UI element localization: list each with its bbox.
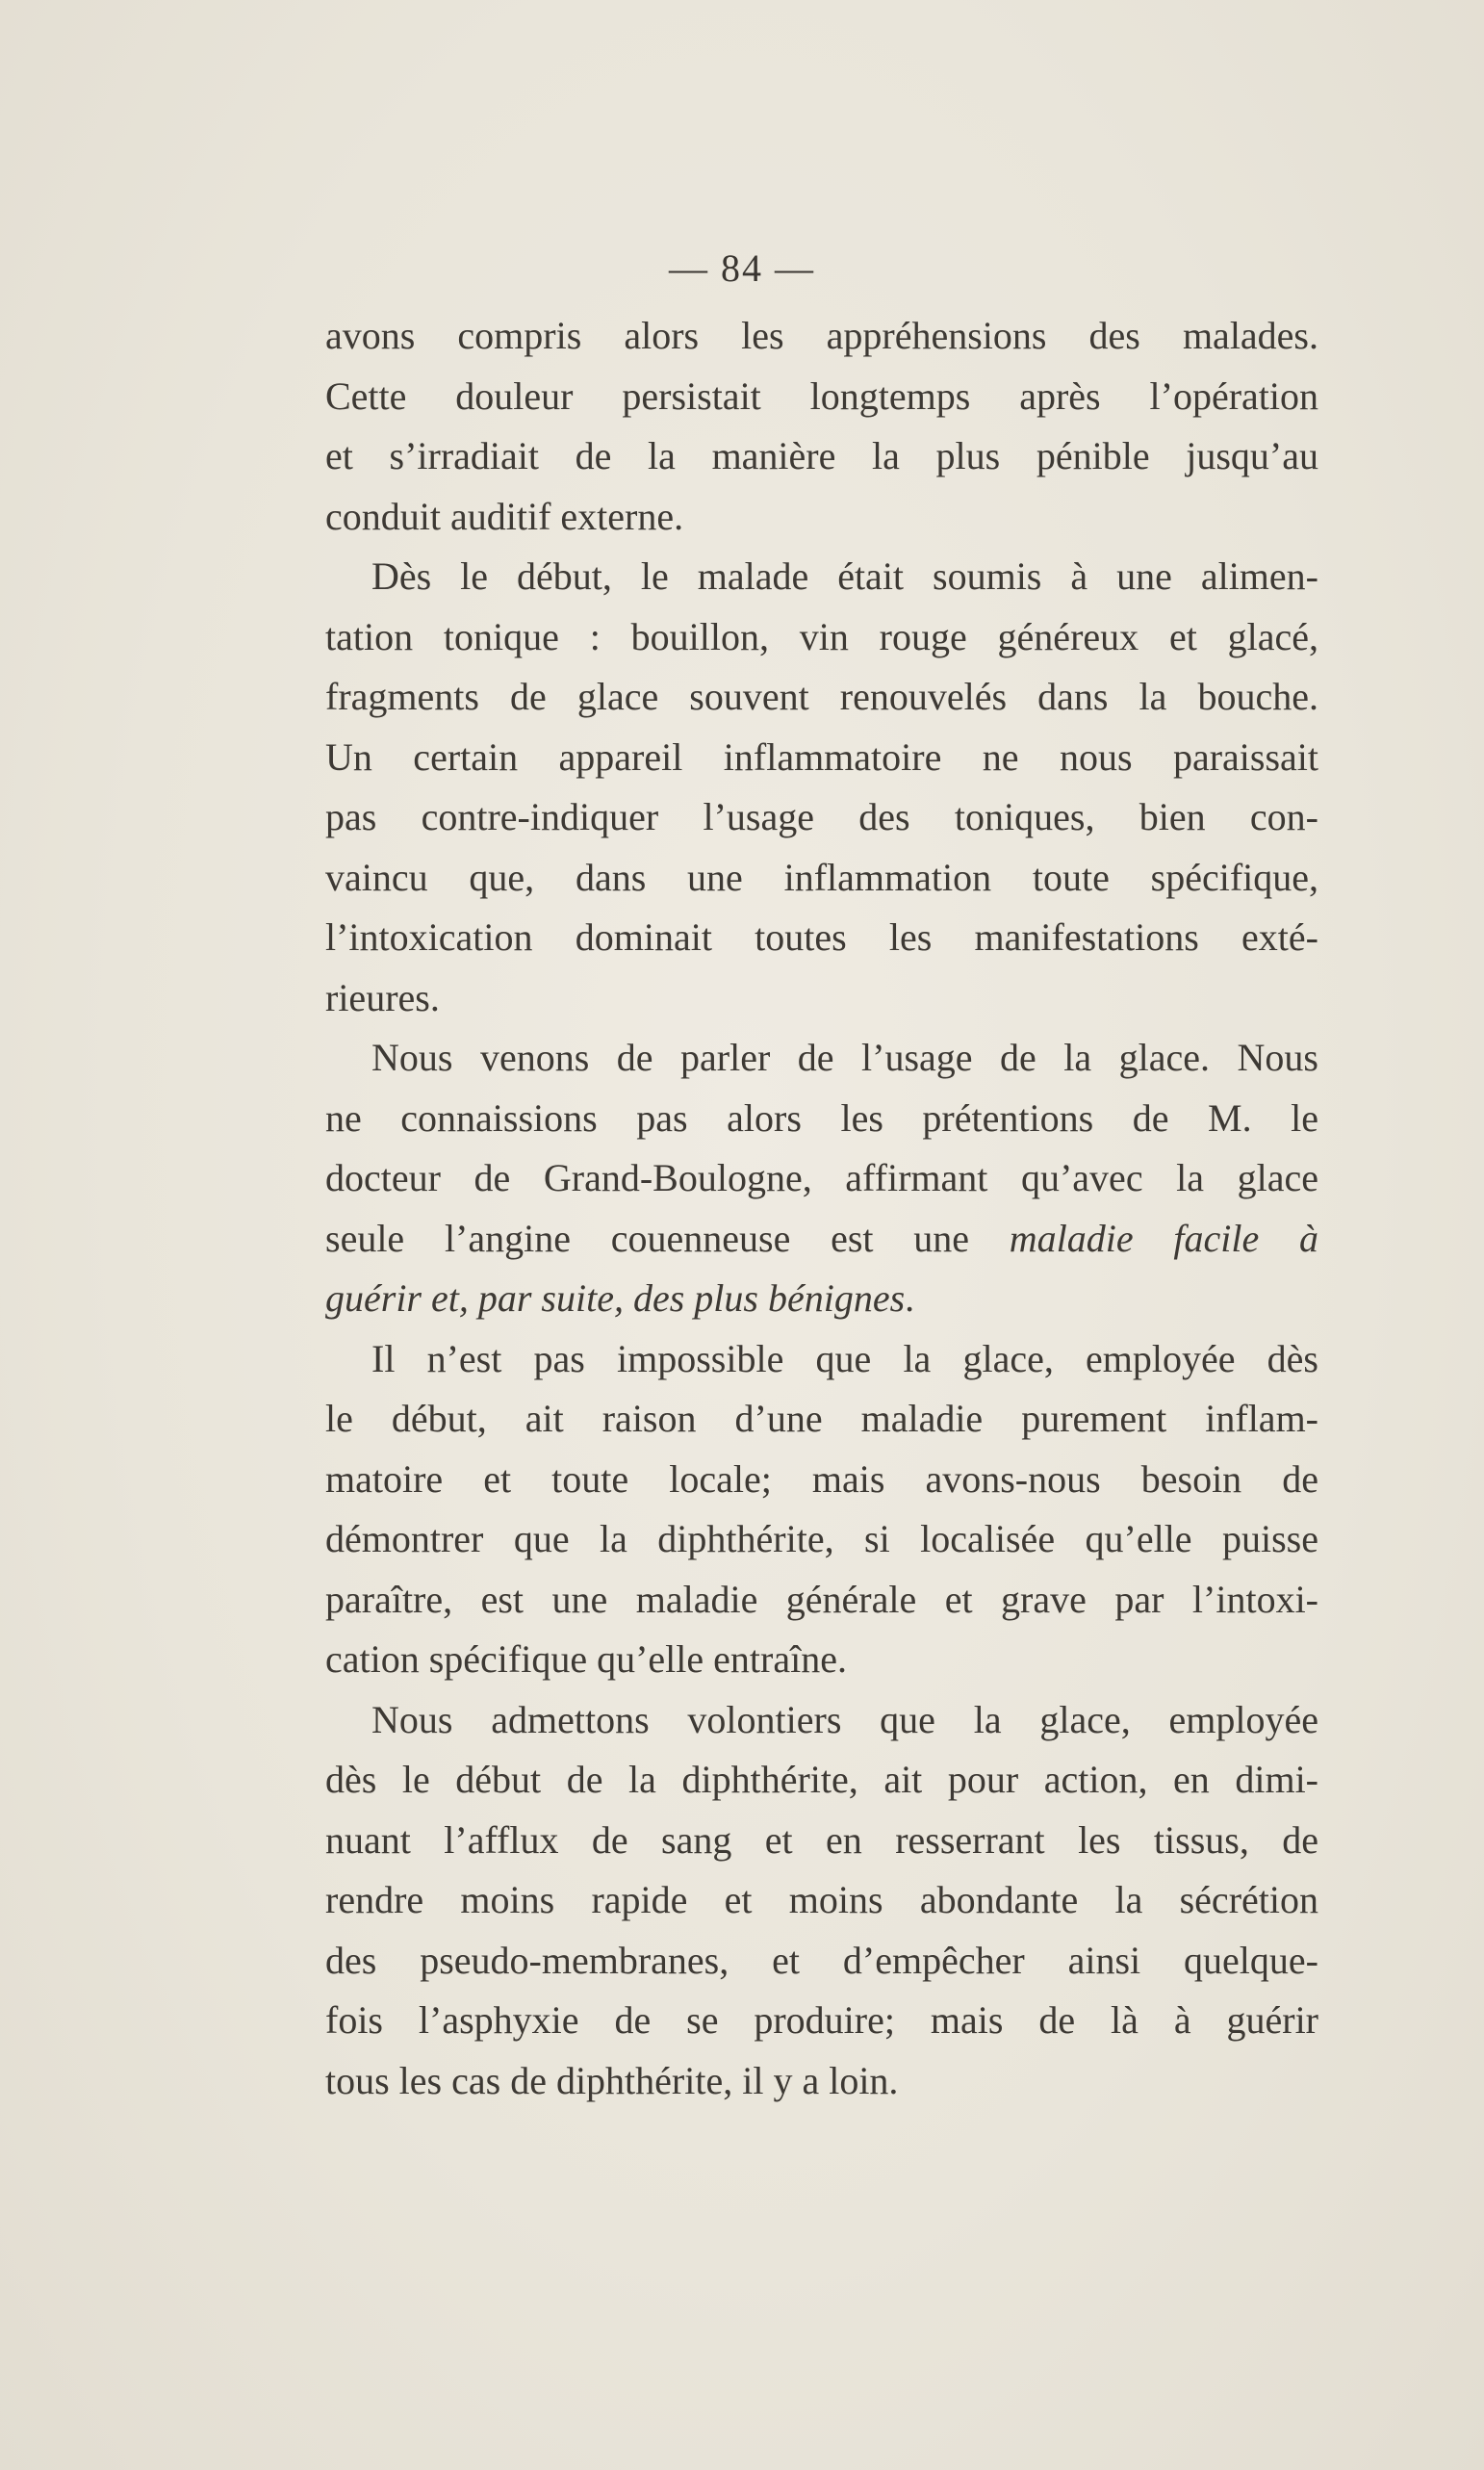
text-line: docteur de Grand-Boulogne, affirmant qu’avec la glace	[325, 1156, 1318, 1199]
text-line: rieures.	[325, 975, 440, 1019]
text-line: rendre moins rapide et moins abondante la sécrétion	[325, 1878, 1318, 1921]
text-line: pas contre-indiquer l’usage des toniques, bien con-	[325, 795, 1318, 838]
page-number: — 84 —	[669, 246, 815, 290]
text-line: l’intoxication dominait toutes les manifestations exté-	[325, 915, 1318, 959]
text-line: des pseudo-membranes, et d’empêcher ainsi quelque-	[325, 1938, 1318, 1982]
text-line: fois l’asphyxie de se produire; mais de là à guérir	[325, 1998, 1318, 2042]
text-line: Dès le début, le malade était soumis à une alimen-	[371, 554, 1318, 598]
text-line: Nous admettons volontiers que la glace, employée	[371, 1697, 1318, 1741]
text-run: seule l’angine couenneuse est une	[325, 1216, 1010, 1260]
text-line-mixed	[325, 1209, 1318, 1270]
text-line: le début, ait raison d’une maladie purement inflam-	[325, 1397, 1318, 1440]
text-line: Nous venons de parler de l’usage de la glace. Nous	[371, 1036, 1318, 1079]
text-line: dès le début de la diphthérite, ait pour action, en dimi-	[325, 1758, 1318, 1801]
text-line: paraître, est une maladie générale et grave par l’intoxi-	[325, 1577, 1318, 1621]
text-line-mixed	[325, 1269, 1318, 1329]
text-line: tous les cas de diphthérite, il y a loin.	[325, 2058, 899, 2102]
text-line: et s’irradiait de la manière la plus pénible jusqu’au	[325, 434, 1318, 477]
text-line: démontrer que la diphthérite, si localisée qu’elle puisse	[325, 1517, 1318, 1560]
text-line: avons compris alors les appréhensions des malades.	[325, 314, 1318, 357]
text-line: cation spécifique qu’elle entraîne.	[325, 1637, 847, 1681]
text-line: fragments de glace souvent renouvelés dans la bouche.	[325, 675, 1318, 718]
italic-run: maladie facile à	[1009, 1216, 1319, 1260]
body-text	[325, 306, 1318, 2111]
text-line: Cette douleur persistait longtemps après l’opération	[325, 373, 1318, 418]
text-line: matoire et toute locale; mais avons-nous besoin de	[325, 1456, 1318, 1501]
text-line: ne connaissions pas alors les prétentions de M. le	[325, 1095, 1318, 1140]
text-line: vaincu que, dans une inflammation toute spécifique,	[325, 855, 1318, 899]
italic-run: guérir et, par suite, des plus bénignes	[325, 1276, 906, 1320]
text-line: conduit auditif externe.	[325, 494, 684, 538]
text-line: Il n’est pas impossible que la glace, employée dès	[371, 1336, 1318, 1380]
text-run: .	[905, 1276, 915, 1320]
text-line: Un certain appareil inflammatoire ne nous paraissait	[325, 734, 1318, 779]
text-line: tation tonique : bouillon, vin rouge généreux et glacé,	[325, 614, 1318, 658]
text-line: nuant l’afflux de sang et en resserrant les tissus, de	[325, 1817, 1318, 1862]
